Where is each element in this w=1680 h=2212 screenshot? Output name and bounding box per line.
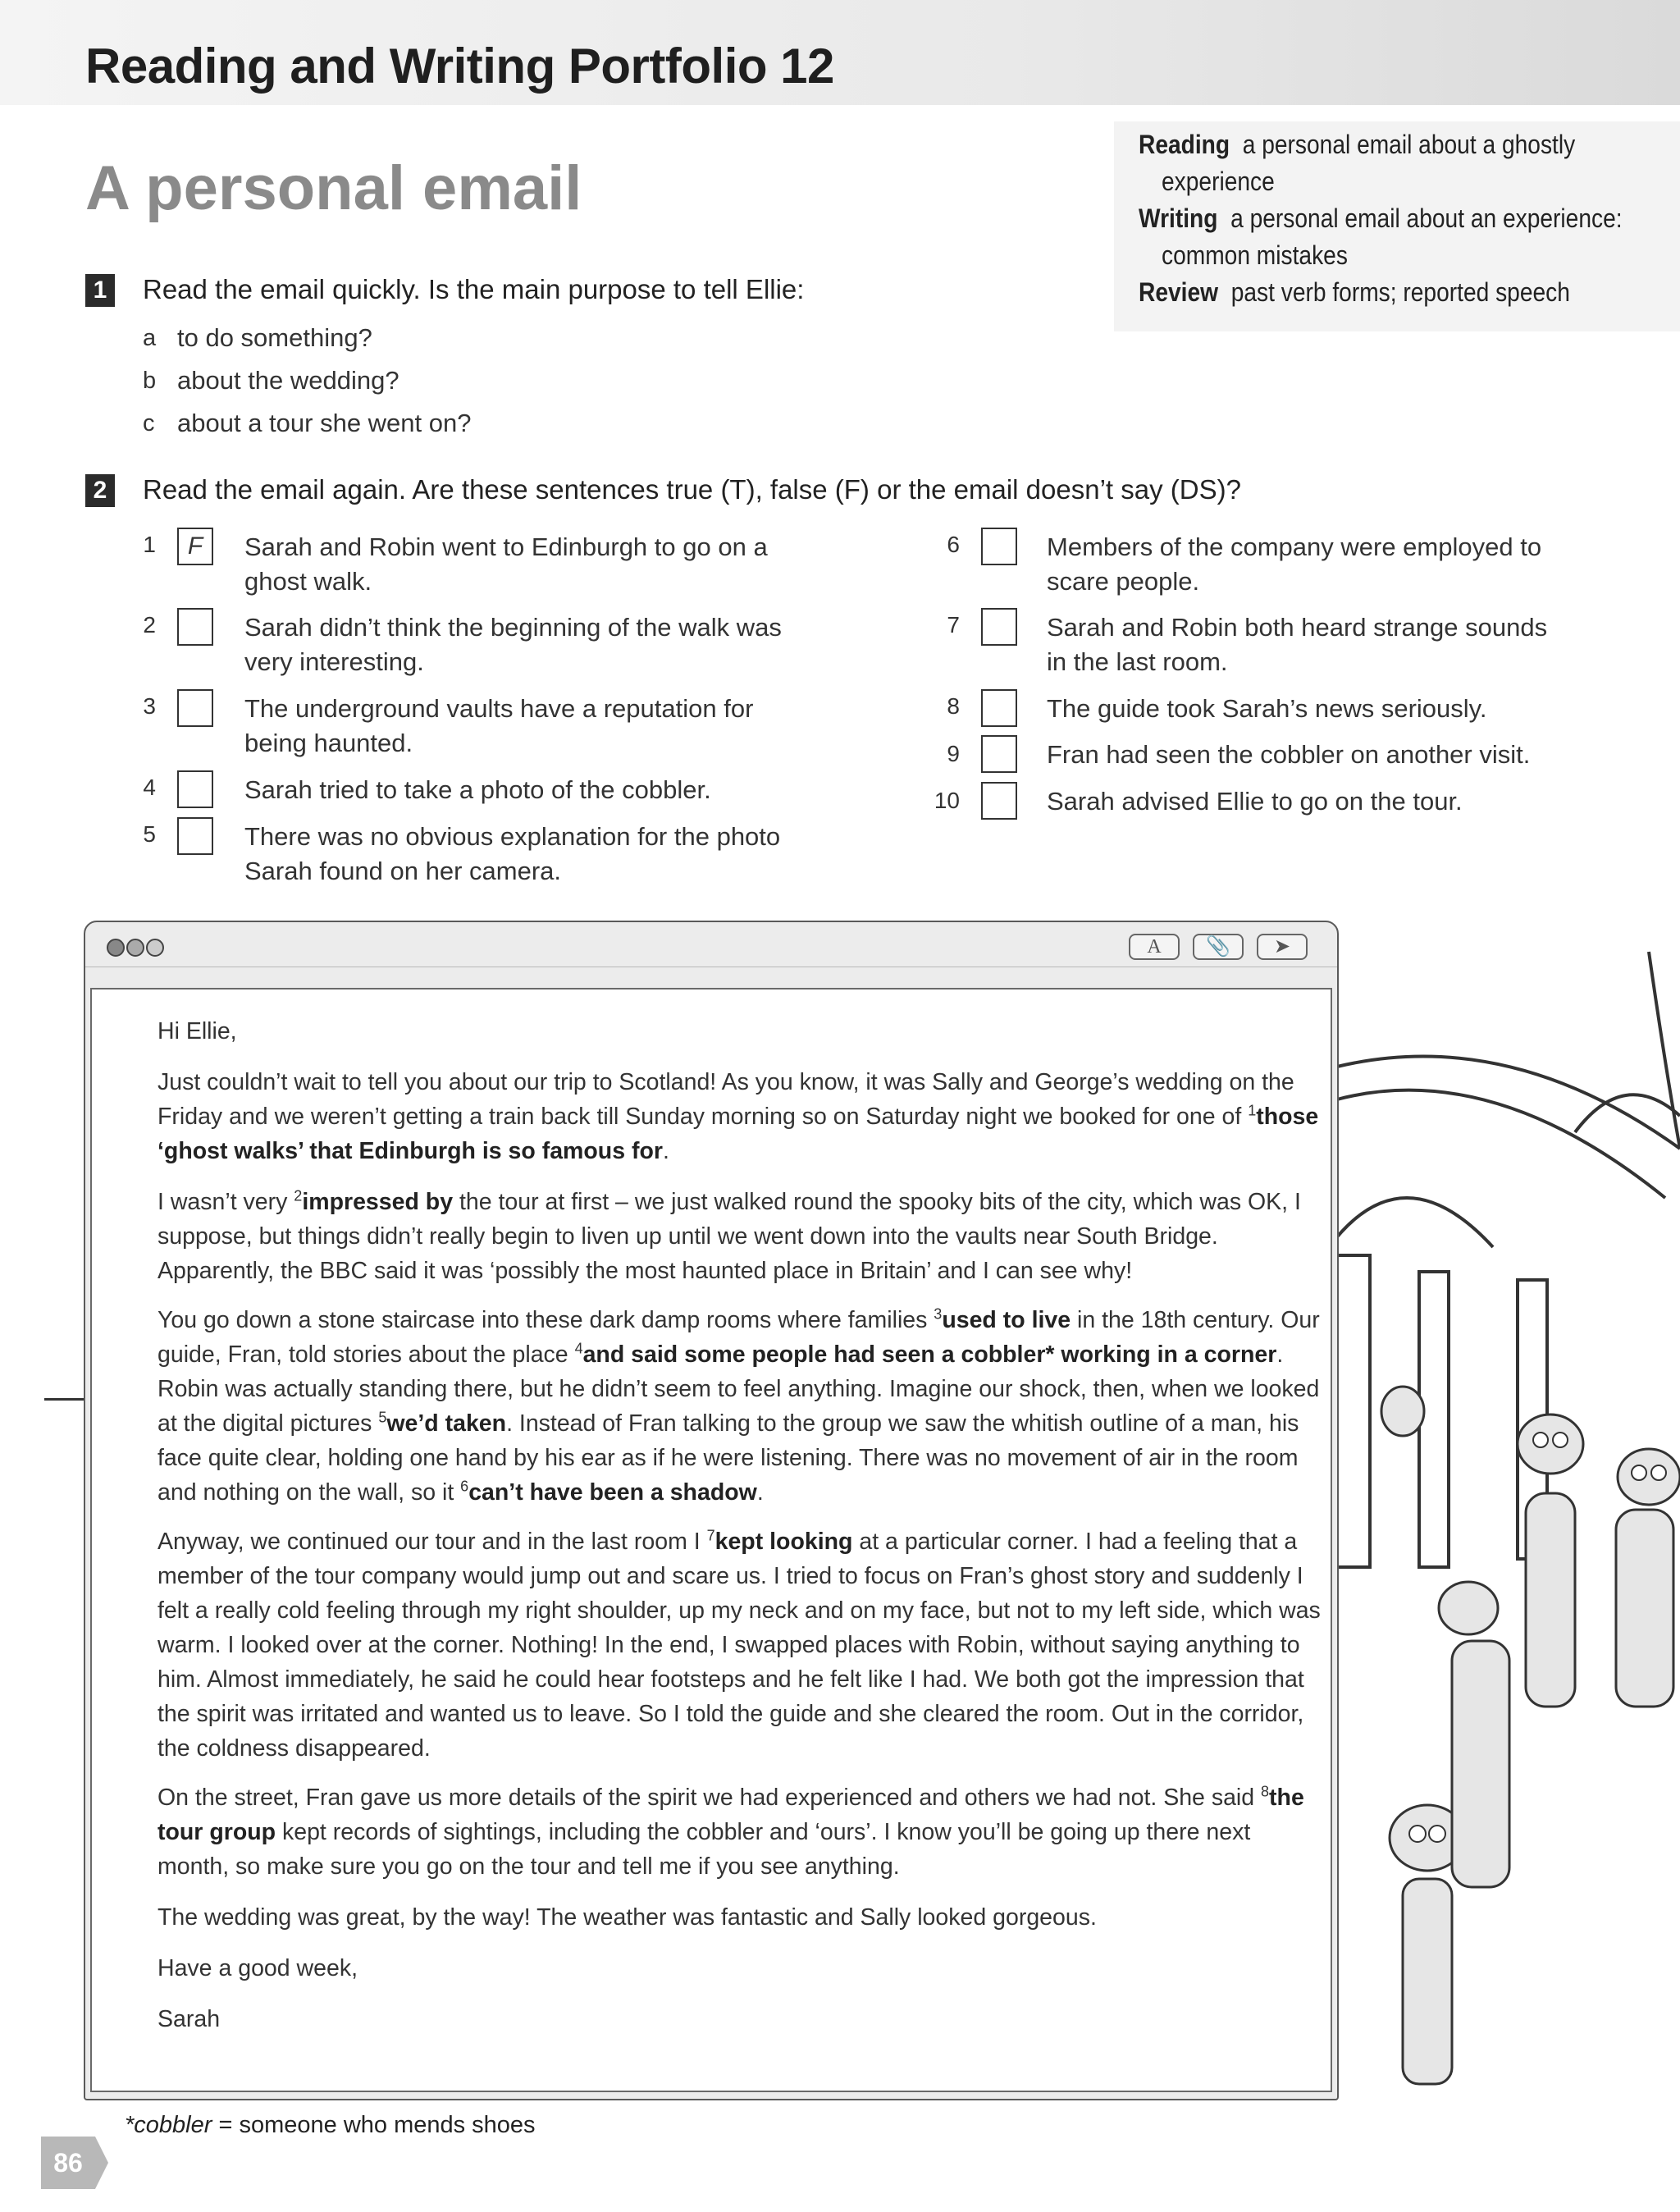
answer-box[interactable]	[981, 528, 1017, 565]
section-title: A personal email	[85, 153, 582, 223]
question-text: Sarah and Robin went to Edinburgh to go on a ghost walk.	[244, 532, 768, 596]
email-closing: Have a good week,	[158, 1955, 358, 1981]
question-text: Members of the company were employed to scare people.	[1047, 532, 1542, 596]
reading-line: Reading a personal email about a ghostly	[1139, 130, 1576, 159]
question-number: 5	[143, 821, 156, 847]
question-number: 9	[947, 741, 960, 766]
email-paragraph: On the street, Fran gave us more details of the spirit we had experienced and others we had not. She said $^8$the tour group kept records of sightings, including the cobbler and ‘ours’. I know you’ll be going up there next month, so make sure you go on the tour and tell me if you see anything.	[158, 1783, 1304, 1880]
question-number: 7	[947, 612, 960, 638]
footnote: *cobbler = someone who mends shoes	[125, 2112, 536, 2138]
attach-icon[interactable]: 📎	[1193, 934, 1244, 960]
question-text: Sarah tried to take a photo of the cobbler.	[244, 775, 711, 804]
email-paragraph: I wasn’t very $^2$impressed by the tour at first – we just walked round the spooky bits of the city, which was OK, I suppose, but things didn’t really begin to liven up until we went down into the vaults near South Bridge. Apparently, the BBC said it was ‘possibly the most haunted place in Britain’ and I can see why!	[158, 1187, 1301, 1284]
email-paragraph: You go down a stone staircase into these dark damp rooms where families $^3$used to live in the 18th century. Our guide, Fran, told stories about the place $^4$and said some people had seen a cobbler* working in a corner. Robin was actually standing there, but he didn’t seem to feel anything. Imagine our shock, then, when we looked at the digital pictures $^5$we’d taken. Instead of Fran talking to the group we saw the whitish outline of a man, his face quite clear, holding one hand by his ear as if he were listening. There was no movement of air in the room and nothing on the wall, so it $^6$can’t have been a shadow.	[158, 1305, 1320, 1506]
option-text: about the wedding?	[177, 366, 399, 395]
window-minimize-icon[interactable]	[126, 939, 144, 957]
question-number: 6	[947, 532, 960, 557]
writing-line-cont: common mistakes	[1162, 240, 1348, 270]
page-title: Reading and Writing Portfolio 12	[85, 39, 834, 94]
email-body	[90, 988, 1332, 2092]
window-zoom-icon[interactable]	[146, 939, 164, 957]
answer-box[interactable]: F	[177, 528, 213, 565]
question-text: Sarah advised Ellie to go on the tour.	[1047, 787, 1463, 816]
answer-box[interactable]	[177, 689, 213, 727]
exercise-1-instruction: Read the email quickly. Is the main purpose to tell Ellie:	[143, 274, 805, 304]
question-number: 4	[143, 775, 156, 800]
answer-box[interactable]	[981, 782, 1017, 820]
writing-line: Writing a personal email about an experience:	[1139, 203, 1623, 233]
question-text: Sarah didn’t think the beginning of the walk was very interesting.	[244, 613, 782, 676]
option-letter: a	[143, 325, 157, 351]
question-text: Fran had seen the cobbler on another visit.	[1047, 740, 1531, 769]
question-number: 2	[143, 612, 156, 638]
email-paragraph: Anyway, we continued our tour and in the last room I $^7$kept looking at a particular corner. I had a feeling that a member of the tour company would jump out and scare us. I tried to focus on Fran’s ghost story and suddenly I felt a really cold feeling through my right shoulder, up my neck and on my face, but not to my left side, which was warm. I looked over at the corner. Nothing! In the end, I swapped places with Robin, without saying anything to him. Almost immediately, he said he could hear footsteps and he felt like I had. We both got the impression that the spirit was irritated and wanted us to leave. So I told the guide and she cleared the room. Out in the corridor, the coldness disappeared.	[158, 1527, 1321, 1762]
window-close-icon[interactable]	[107, 939, 125, 957]
reading-line-cont: experience	[1162, 167, 1275, 196]
ghost-tour-illustration	[1304, 903, 1680, 2150]
option-text: about a tour she went on?	[177, 409, 472, 437]
exercise-1-number: 1	[85, 274, 115, 307]
option-text: to do something?	[177, 323, 372, 352]
answer-box[interactable]	[981, 735, 1017, 773]
exercise-2-instruction: Read the email again. Are these sentences true (T), false (F) or the email doesn’t say (DS)?	[143, 474, 1241, 505]
margin-rule	[44, 1398, 85, 1401]
answer-box[interactable]	[177, 608, 213, 646]
answer-box[interactable]	[177, 817, 213, 855]
font-button[interactable]: A	[1129, 934, 1180, 960]
answer-box[interactable]	[981, 689, 1017, 727]
question-text: There was no obvious explanation for the photo Sarah found on her camera.	[244, 822, 781, 885]
send-icon[interactable]: ➤	[1257, 934, 1308, 960]
email-signature: Sarah	[158, 2006, 221, 2032]
question-text: The underground vaults have a reputation for being haunted.	[244, 694, 754, 757]
page-number-arrow	[95, 2137, 108, 2189]
email-paragraph: The wedding was great, by the way! The weather was fantastic and Sally looked gorgeous.	[158, 1904, 1097, 1931]
option-letter: c	[143, 410, 155, 436]
page-number: 86	[41, 2137, 95, 2189]
email-paragraph: Just couldn’t wait to tell you about our trip to Scotland! As you know, it was Sally and George’s wedding on the Friday and we weren’t getting a train back till Sunday morning so on Saturday night we booked for one of $^1$those ‘ghost walks’ that Edinburgh is so famous for.	[158, 1069, 1319, 1164]
question-text: Sarah and Robin both heard strange sounds in the last room.	[1047, 613, 1548, 676]
option-letter: b	[143, 368, 157, 394]
email-greeting: Hi Ellie,	[158, 1018, 237, 1044]
question-text: The guide took Sarah’s news seriously.	[1047, 694, 1487, 723]
email-window	[84, 921, 1339, 2100]
exercise-2-number: 2	[85, 474, 115, 507]
review-line: Review past verb forms; reported speech	[1139, 277, 1570, 307]
question-number: 3	[143, 693, 156, 719]
question-number: 10	[934, 788, 960, 813]
question-number: 1	[143, 532, 156, 557]
question-number: 8	[947, 693, 960, 719]
answer-box[interactable]	[177, 770, 213, 808]
skills-info-box	[1114, 121, 1680, 331]
answer-box[interactable]	[981, 608, 1017, 646]
